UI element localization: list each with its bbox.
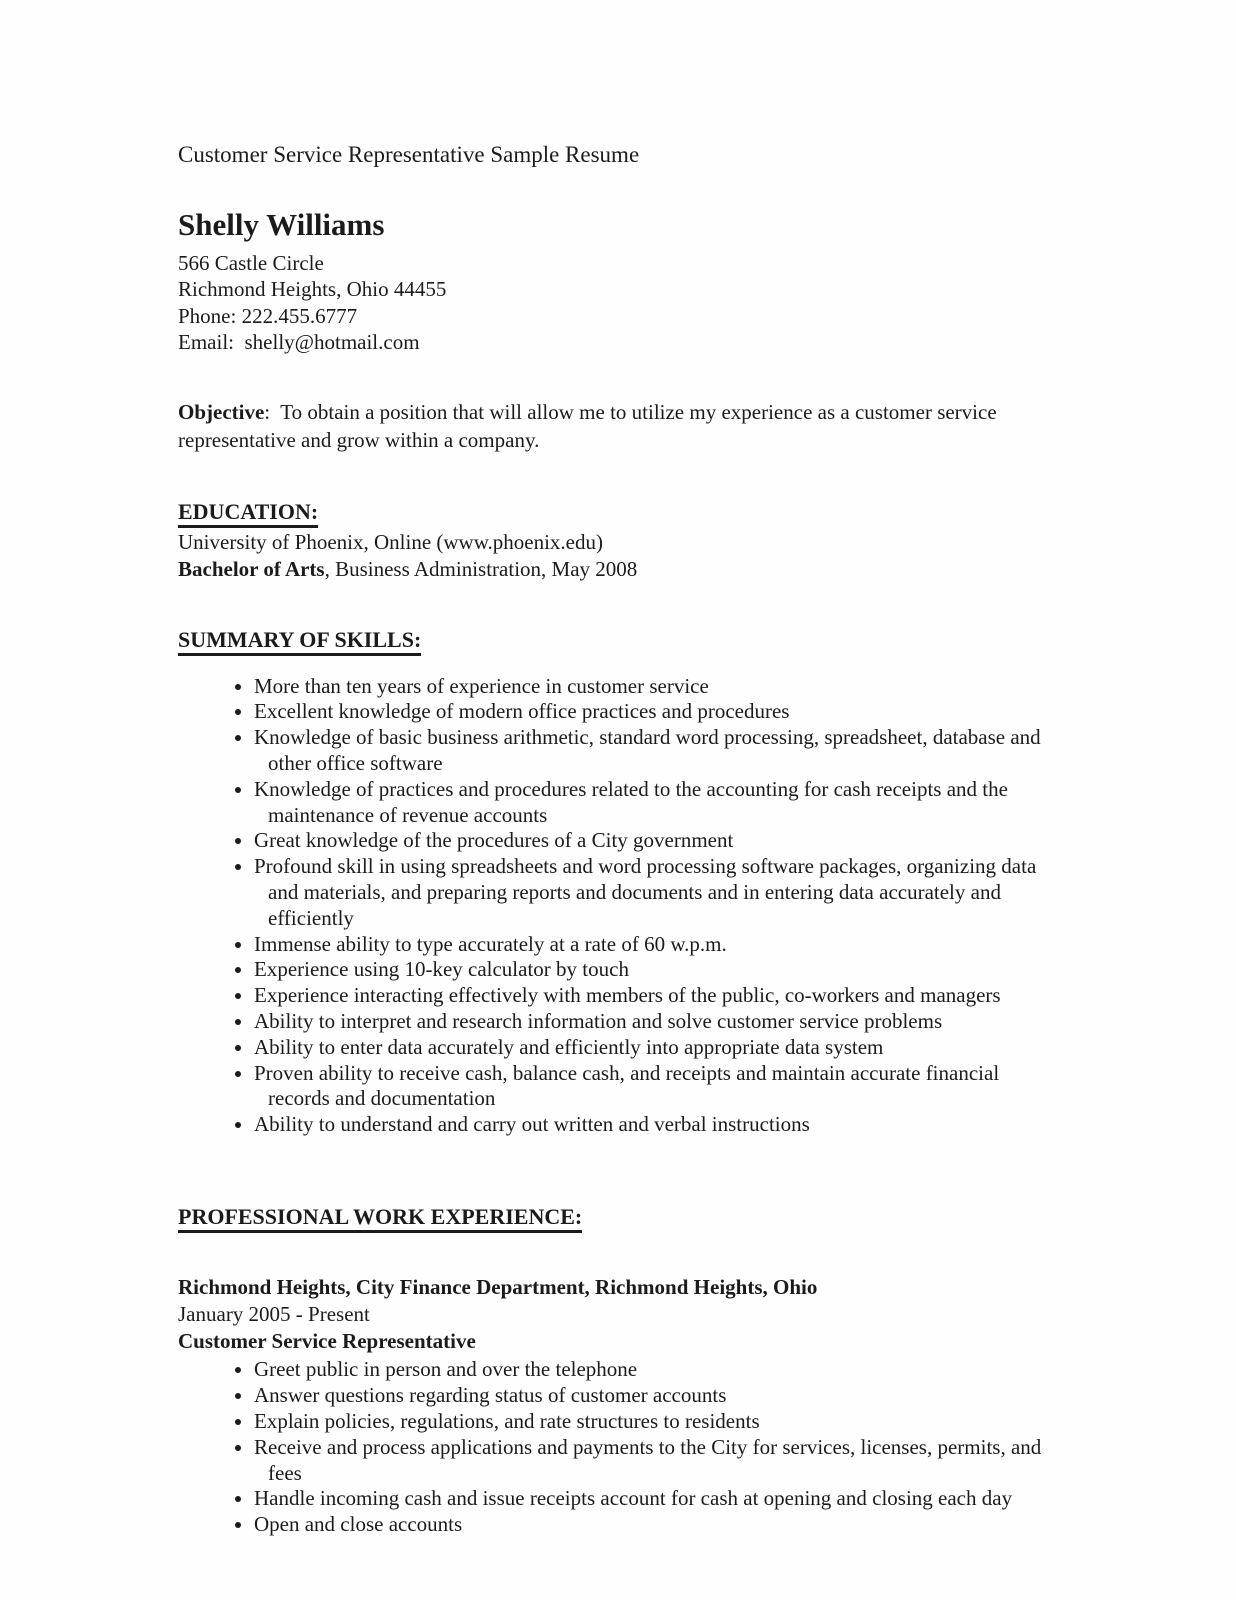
page-title: Customer Service Representative Sample Resume — [178, 142, 640, 167]
duty-item: • Receive and process applications and payments to the City for services, licenses, permits, and fees — [254, 1435, 1056, 1487]
skill-item: • Experience using 10-key calculator by touch — [254, 957, 1056, 983]
objective-text: : To obtain a position that will allow me to utilize my experience as a customer service representative and grow within a company. — [178, 399, 1002, 452]
address-line-2: Richmond Heights, Ohio 44455 — [178, 277, 447, 302]
email-line: Email: shelly@hotmail.com — [178, 330, 420, 355]
skill-item: • More than ten years of experience in customer service — [254, 674, 1056, 700]
skills-list — [178, 674, 1056, 1138]
candidate-name: Shelly Williams — [178, 207, 385, 243]
objective-paragraph — [178, 398, 1056, 454]
education-heading: EDUCATION: — [178, 499, 1056, 525]
duty-item: • Explain policies, regulations, and rate structures to residents — [254, 1409, 1056, 1435]
skill-item: • Proven ability to receive cash, balance cash, and receipts and maintain accurate financial records and documentation — [254, 1061, 1056, 1113]
skill-item: • Excellent knowledge of modern office practices and procedures — [254, 699, 1056, 725]
employment-dates: January 2005 - Present — [178, 1302, 370, 1327]
skill-item: • Ability to interpret and research information and solve customer service problems — [254, 1009, 1056, 1035]
experience-heading: PROFESSIONAL WORK EXPERIENCE: — [178, 1204, 1056, 1230]
duty-item: • Greet public in person and over the telephone — [254, 1357, 1056, 1383]
education-section — [178, 499, 1056, 583]
job-title: Customer Service Representative — [178, 1329, 476, 1354]
degree-label: Bachelor of Arts — [178, 557, 325, 582]
contact-block — [178, 209, 1056, 356]
objective-section — [178, 398, 1056, 454]
degree-rest: , Business Administration, May 2008 — [324, 557, 638, 582]
objective-label: Objective — [178, 399, 265, 424]
skills-heading: SUMMARY OF SKILLS: — [178, 627, 1056, 653]
duty-item: • Answer questions regarding status of customer accounts — [254, 1383, 1056, 1409]
duty-item: • Open and close accounts — [254, 1512, 1056, 1538]
address-line-1: 566 Castle Circle — [178, 250, 324, 275]
skill-item: • Ability to enter data accurately and efficiently into appropriate data system — [254, 1035, 1056, 1061]
phone-line: Phone: 222.455.6777 — [178, 303, 358, 328]
skill-item: • Immense ability to type accurately at a rate of 60 w.p.m. — [254, 932, 1056, 958]
duty-item: • Handle incoming cash and issue receipts account for cash at opening and closing each day — [254, 1486, 1056, 1512]
education-degree — [178, 556, 1056, 583]
skill-item: • Profound skill in using spreadsheets and word processing software packages, organizing data and materials, and preparing reports and documents and in entering data accurately and efficiently — [254, 854, 1056, 931]
education-school: University of Phoenix, Online (www.phoenix.edu) — [178, 530, 603, 555]
employer-line: Richmond Heights, City Finance Department, Richmond Heights, Ohio — [178, 1275, 818, 1300]
skill-item: • Great knowledge of the procedures of a City government — [254, 828, 1056, 854]
duties-list — [178, 1357, 1056, 1538]
experience-section — [178, 1204, 1056, 1538]
skills-section — [178, 627, 1056, 1138]
skill-item: • Experience interacting effectively with members of the public, co-workers and managers — [254, 983, 1056, 1009]
skill-item: • Knowledge of basic business arithmetic, standard word processing, spreadsheet, database and other office software — [254, 725, 1056, 777]
skill-item: • Ability to understand and carry out written and verbal instructions — [254, 1112, 1056, 1138]
skill-item: • Knowledge of practices and procedures related to the accounting for cash receipts and the maintenance of revenue accounts — [254, 777, 1056, 829]
